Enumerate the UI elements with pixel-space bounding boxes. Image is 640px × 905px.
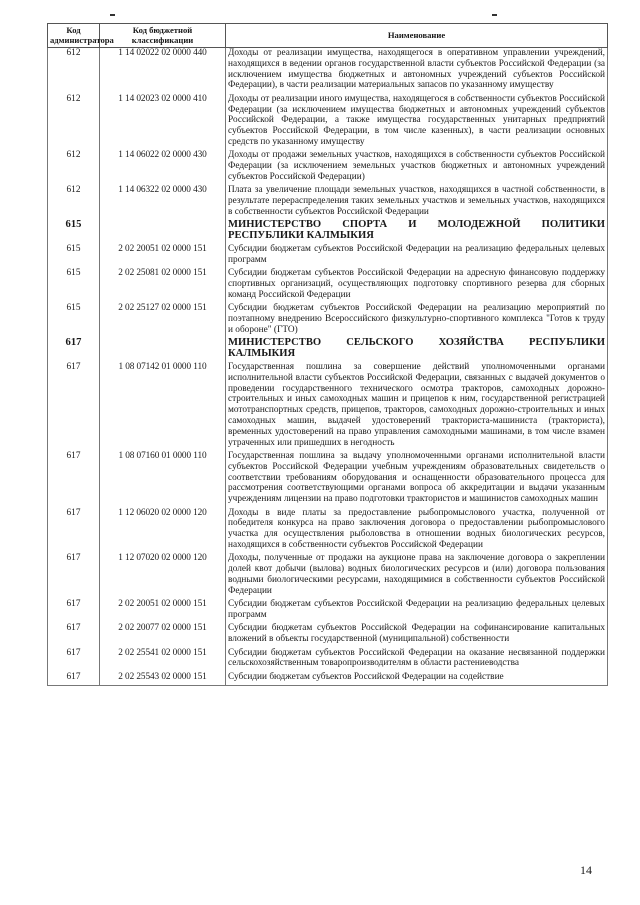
description-cell: Субсидии бюджетам субъектов Российской Федерации на софинансирование капитальных вложений в объекты государственной (муниципальной) собственности — [226, 623, 608, 647]
page-number: 14 — [580, 863, 592, 877]
table-row — [48, 150, 608, 185]
budget-code-cell: 2 02 20051 02 0000 151 — [100, 244, 226, 268]
table-row — [48, 268, 608, 303]
admin-code-cell: 617 — [48, 362, 100, 451]
table-row — [48, 48, 608, 94]
table-row — [48, 244, 608, 268]
description-cell: Доходы от реализации иного имущества, находящегося в собственности субъектов Российской Федерации (за исключением имущества бюджетных и автономных учреждений субъектов Российской Федерации, а также имущества государственных унитарных предприятий субъектов Российской Федерации, в том числе казенных), в части реализации основных средств по указанному имуществу — [226, 94, 608, 151]
admin-code-cell: 615 — [48, 220, 100, 244]
budget-code-cell: 1 14 06322 02 0000 430 — [100, 185, 226, 220]
budget-code-cell: 1 14 02022 02 0000 440 — [100, 48, 226, 94]
table-row — [48, 303, 608, 338]
description-cell: Субсидии бюджетам субъектов Российской Федерации на оказание несвязанной поддержки сельскохозяйственным товаропроизводителям в области растениеводства — [226, 648, 608, 672]
table-row — [48, 599, 608, 623]
header-admin-code: Код администратора — [48, 24, 100, 48]
budget-code-cell: 1 08 07160 01 0000 110 — [100, 451, 226, 508]
budget-code-cell: 1 14 06022 02 0000 430 — [100, 150, 226, 185]
table-row — [48, 451, 608, 508]
table-row — [48, 672, 608, 686]
budget-code-cell: 2 02 20077 02 0000 151 — [100, 623, 226, 647]
scan-mark-left — [110, 14, 115, 16]
admin-code-cell: 617 — [48, 508, 100, 554]
table-row — [48, 648, 608, 672]
budget-code-cell — [100, 220, 226, 244]
budget-code-cell: 1 08 07142 01 0000 110 — [100, 362, 226, 451]
header-name: Наименование — [226, 24, 608, 48]
budget-code-cell: 2 02 25081 02 0000 151 — [100, 268, 226, 303]
ministry-row — [48, 220, 608, 244]
description-cell: МИНИСТЕРСТВО СЕЛЬСКОГО ХОЗЯЙСТВА РЕСПУБЛИКИ КАЛМЫКИЯ — [226, 338, 608, 362]
admin-code-cell: 615 — [48, 244, 100, 268]
table-row — [48, 553, 608, 599]
budget-code-cell: 1 12 07020 02 0000 120 — [100, 553, 226, 599]
admin-code-cell: 612 — [48, 185, 100, 220]
admin-code-cell: 617 — [48, 553, 100, 599]
table-row — [48, 94, 608, 151]
admin-code-cell: 612 — [48, 150, 100, 185]
admin-code-cell: 615 — [48, 303, 100, 338]
table-row — [48, 185, 608, 220]
description-cell: Плата за увеличение площади земельных участков, находящихся в частной собственности, в результате перераспределения таких земельных участков и земельных участков, находящихся в собственности субъектов Российской Федерации — [226, 185, 608, 220]
description-cell: Субсидии бюджетам субъектов Российской Федерации на реализацию мероприятий по поэтапному внедрению Всероссийского физкультурно-спортивного комплекса "Готов к труду и обороне" (ГТО) — [226, 303, 608, 338]
admin-code-cell: 617 — [48, 648, 100, 672]
admin-code-cell: 617 — [48, 338, 100, 362]
description-cell: Субсидии бюджетам субъектов Российской Федерации на адресную финансовую поддержку спортивных организаций, осуществляющих подготовку спортивного резерва для сборных команд Российской Федерации — [226, 268, 608, 303]
admin-code-cell: 615 — [48, 268, 100, 303]
description-cell: Доходы, полученные от продажи на аукционе права на заключение договора о закреплении долей квот добычи (вылова) водных биологических ресурсов и (или) договора пользования водными биологическими ресурсами, находящимися в собственности субъектов Российской Федерации — [226, 553, 608, 599]
description-cell: МИНИСТЕРСТВО СПОРТА И МОЛОДЕЖНОЙ ПОЛИТИКИ РЕСПУБЛИКИ КАЛМЫКИЯ — [226, 220, 608, 244]
admin-code-cell: 612 — [48, 48, 100, 94]
budget-code-cell: 1 12 06020 02 0000 120 — [100, 508, 226, 554]
budget-code-cell: 2 02 25127 02 0000 151 — [100, 303, 226, 338]
budget-code-cell: 2 02 25543 02 0000 151 — [100, 672, 226, 686]
description-cell: Государственная пошлина за совершение действий уполномоченными органами исполнительной власти субъектов Российской Федерации, связанных с выдачей документов о проведении государственного технического осмотра тракторов, самоходных дорожно-строительных и иных самоходных машин и прицепов к ним, государственной регистрацией мототранспортных средств, прицепов, тракторов, самоходных дорожно-строительных и иных самоходных машин, выдачей удостоверений тракториста-машиниста (тракториста), временных удостоверений на право управления самоходными машинами, в том числе взамен утраченных или пришедших в негодность — [226, 362, 608, 451]
scan-mark-right — [492, 14, 497, 16]
table-body — [48, 48, 608, 686]
table-header-row — [48, 24, 608, 48]
budget-code-cell — [100, 338, 226, 362]
budget-code-cell: 2 02 20051 02 0000 151 — [100, 599, 226, 623]
header-budget-code: Код бюджетной классификации — [100, 24, 226, 48]
table-row — [48, 362, 608, 451]
description-cell: Субсидии бюджетам субъектов Российской Федерации на реализацию федеральных целевых программ — [226, 244, 608, 268]
ministry-row — [48, 338, 608, 362]
description-cell: Государственная пошлина за выдачу уполномоченными органами исполнительной власти субъектов Российской Федерации учебным учреждениям образовательных свидетельств о соответствии требованиям оборудования и оснащенности образовательного процесса для рассмотрения соответствующими органами вопроса об аккредитации и выдачи указанным учреждениям лицензии на право подготовки трактористов и машинистов самоходных машин — [226, 451, 608, 508]
table-row — [48, 623, 608, 647]
table-row — [48, 508, 608, 554]
admin-code-cell: 612 — [48, 94, 100, 151]
admin-code-cell: 617 — [48, 599, 100, 623]
description-cell: Субсидии бюджетам субъектов Российской Федерации на реализацию федеральных целевых программ — [226, 599, 608, 623]
budget-code-cell: 1 14 02023 02 0000 410 — [100, 94, 226, 151]
budget-classification-table — [47, 23, 608, 686]
admin-code-cell: 617 — [48, 451, 100, 508]
description-cell: Доходы от реализации имущества, находящегося в оперативном управлении учреждений, находящихся в ведении органов государственной власти субъектов Российской Федерации (за исключением имущества бюджетных и автономных учреждений субъектов Российской Федерации), в части реализации материальных запасов по указанному имуществу — [226, 48, 608, 94]
description-cell: Доходы в виде платы за предоставление рыбопромыслового участка, полученной от победителя конкурса на право заключения договора о предоставлении рыбопромыслового участка для осуществления рыболовства в отношении водных биологических ресурсов, находящихся в собственности субъектов Российской Федерации — [226, 508, 608, 554]
description-cell: Субсидии бюджетам субъектов Российской Федерации на содействие — [226, 672, 608, 686]
admin-code-cell: 617 — [48, 672, 100, 686]
description-cell: Доходы от продажи земельных участков, находящихся в собственности субъектов Российской Федерации (за исключением земельных участков бюджетных и автономных учреждений субъектов Российской Федерации) — [226, 150, 608, 185]
budget-code-cell: 2 02 25541 02 0000 151 — [100, 648, 226, 672]
admin-code-cell: 617 — [48, 623, 100, 647]
